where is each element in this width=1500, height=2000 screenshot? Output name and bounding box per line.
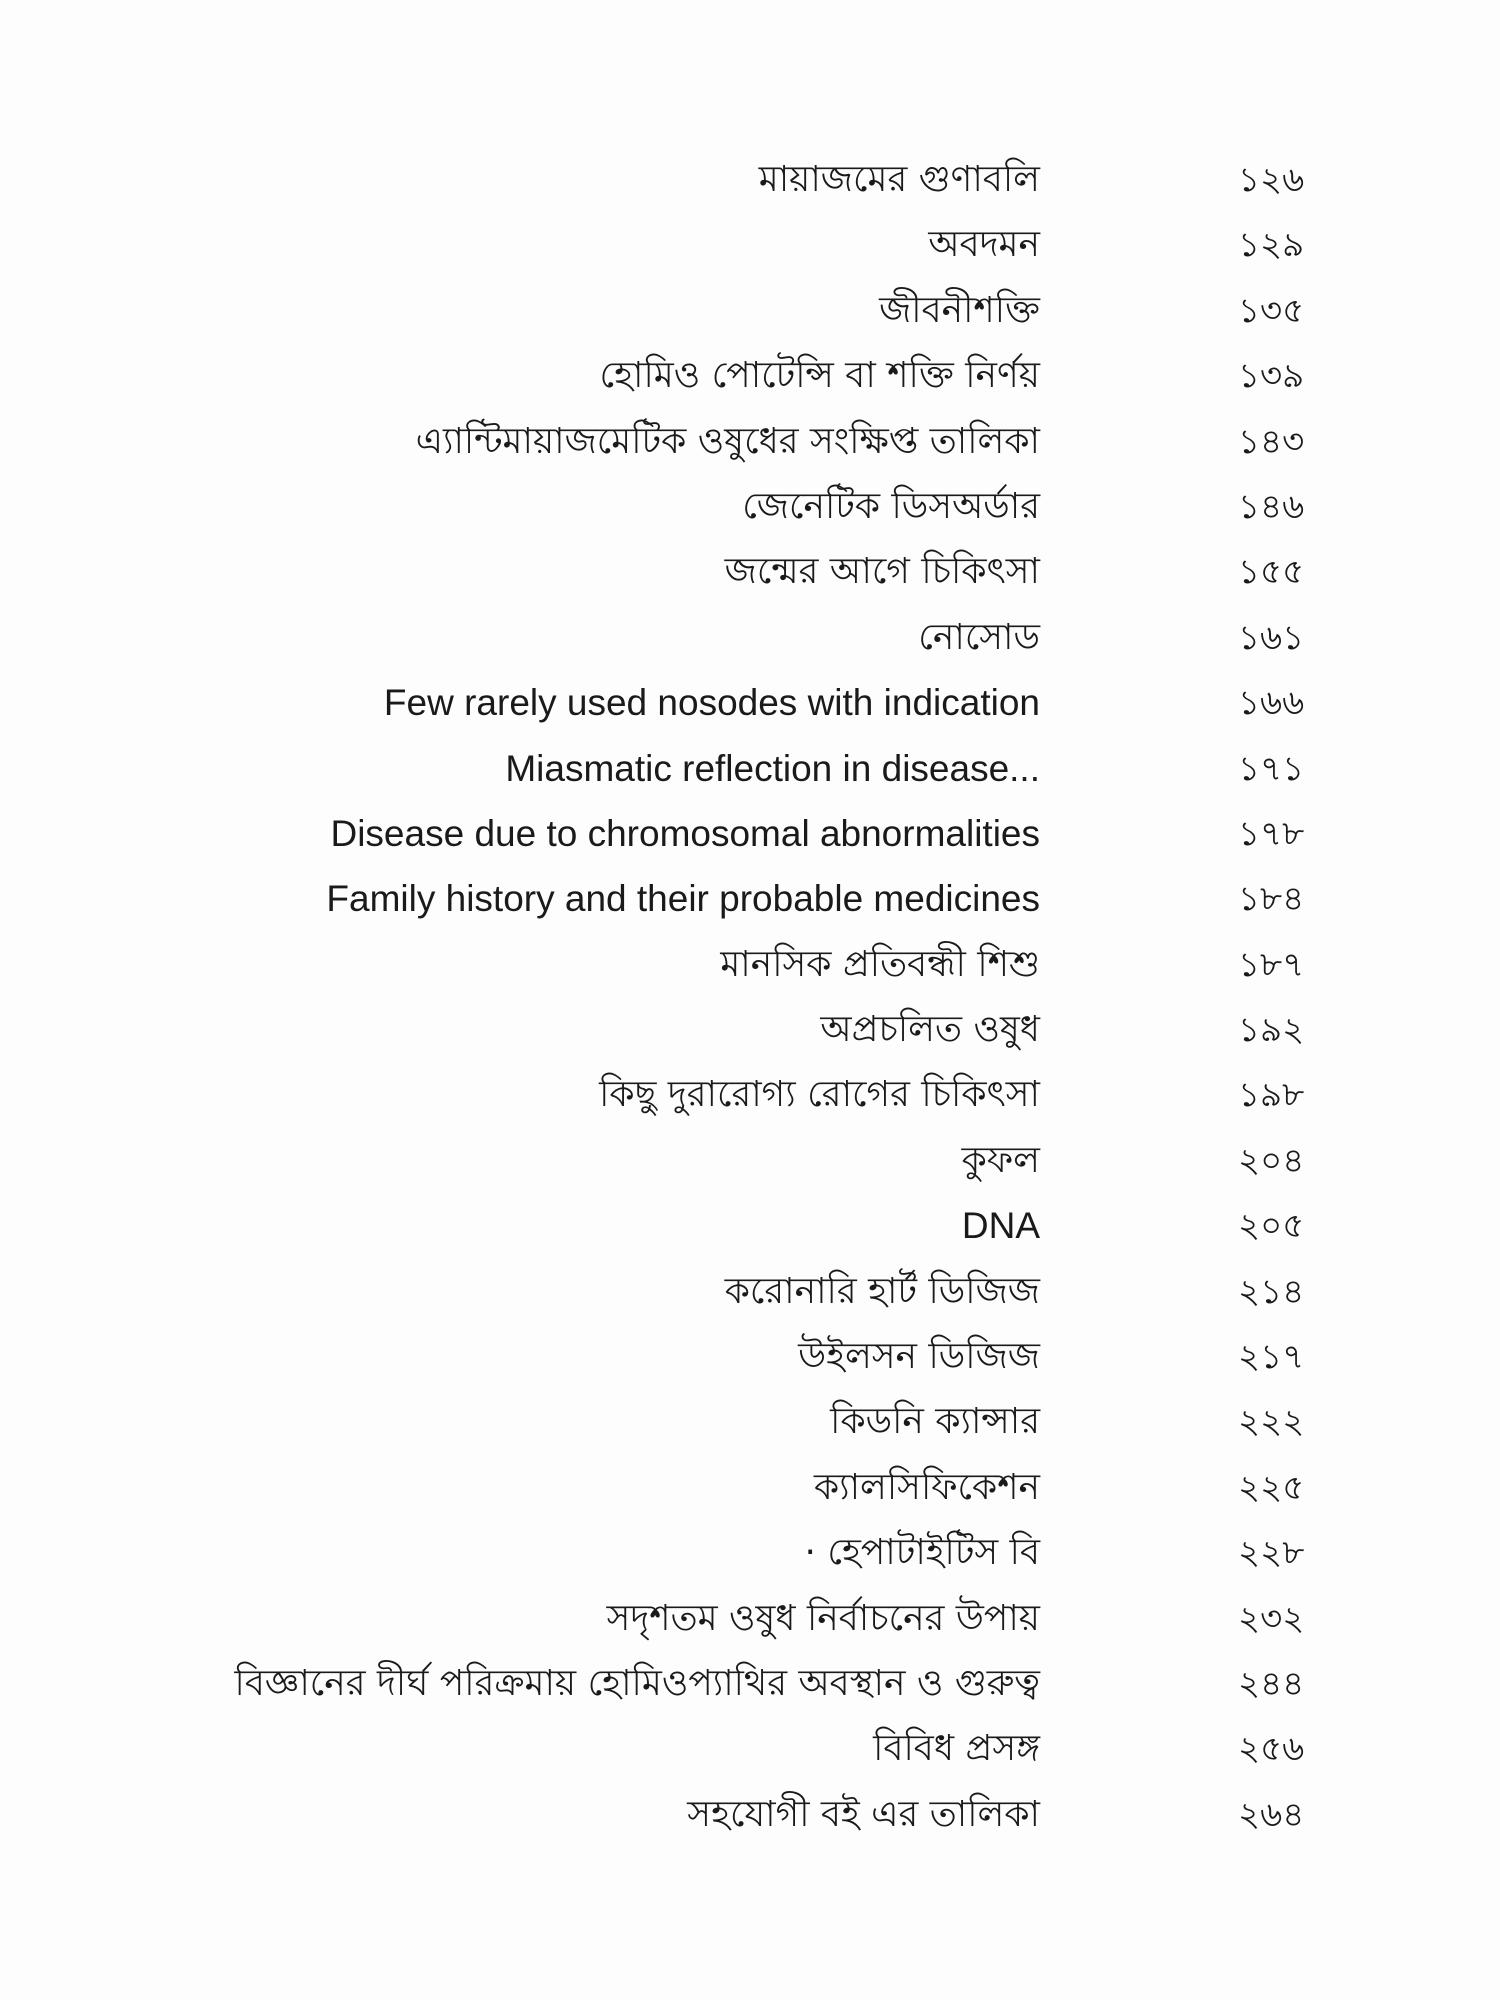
toc-entry-page: ২২৫ bbox=[1238, 1467, 1305, 1508]
toc-entry-title: Disease due to chromosomal abnormalities bbox=[330, 812, 1040, 854]
toc-entry-title: · হেপাটাইটিস বি bbox=[804, 1532, 1040, 1574]
toc-entry bbox=[0, 350, 1500, 415]
toc-entry-page: ১৯৮ bbox=[1238, 1075, 1305, 1116]
toc-entry bbox=[0, 1331, 1500, 1396]
toc-entry bbox=[0, 1069, 1500, 1134]
toc-entry-page: ১৩৯ bbox=[1238, 356, 1305, 397]
toc-entry-title: মায়াজমের গুণাবলি bbox=[758, 159, 1040, 200]
toc-entry-page: ১৮৭ bbox=[1238, 944, 1305, 985]
toc-entry-title: অপ্রচলিত ওষুধ bbox=[820, 1009, 1040, 1051]
toc-entry-title: জন্মের আগে চিকিৎসা bbox=[724, 551, 1040, 593]
toc-entry-page: ১৭১ bbox=[1238, 748, 1305, 789]
toc-entry bbox=[0, 219, 1500, 284]
toc-entry-title: কিডনি ক্যান্সার bbox=[830, 1401, 1040, 1443]
toc-entry bbox=[0, 154, 1500, 219]
toc-entry-page: ১৮৪ bbox=[1238, 879, 1305, 920]
toc-entry-title: Miasmatic reflection in disease... bbox=[505, 747, 1040, 789]
toc-entry bbox=[0, 612, 1500, 677]
toc-entry-page: ২০৪ bbox=[1238, 1140, 1305, 1181]
toc-entry-title: নোসোড bbox=[918, 616, 1040, 658]
toc-entry bbox=[0, 1266, 1500, 1331]
toc-entry-page: ২৬৪ bbox=[1238, 1794, 1305, 1835]
toc-entry-page: ১৪৬ bbox=[1238, 486, 1305, 527]
toc-entry bbox=[0, 743, 1500, 808]
toc-entry bbox=[0, 481, 1500, 546]
toc-entry-page: ১৬১ bbox=[1238, 617, 1305, 658]
toc-entry-title: বিজ্ঞানের দীর্ঘ পরিক্রমায় হোমিওপ্যাথির অবস্থান ও গুরুত্ব bbox=[234, 1662, 1040, 1704]
toc-entry-title: জীবনীশক্তি bbox=[879, 289, 1040, 331]
toc-entry bbox=[0, 1396, 1500, 1461]
toc-entry-page: ১৪৩ bbox=[1238, 421, 1305, 462]
toc-entry-title: কিছু দুরারোগ্য রোগের চিকিৎসা bbox=[599, 1074, 1040, 1116]
toc-entry bbox=[0, 873, 1500, 938]
toc-entry-title: বিবিধ প্রসঙ্গ bbox=[873, 1728, 1040, 1770]
toc-entry-title: উইলসন ডিজিজ bbox=[798, 1336, 1040, 1378]
toc-entry-title: করোনারি হার্ট ডিজিজ bbox=[724, 1270, 1040, 1312]
toc-entry-title: Family history and their probable medicines bbox=[326, 878, 1040, 920]
toc-entry-page: ২১৪ bbox=[1238, 1271, 1305, 1312]
toc-entry-title: কুফল bbox=[961, 1139, 1040, 1181]
toc-entry bbox=[0, 1200, 1500, 1265]
toc-entry-title: হোমিও পোটেন্সি বা শক্তি নির্ণয় bbox=[599, 355, 1040, 397]
toc-entry-page: ১৬৬ bbox=[1238, 683, 1305, 724]
table-of-contents bbox=[0, 154, 1500, 1854]
toc-entry-title: জেনেটিক ডিসঅর্ডার bbox=[742, 485, 1040, 527]
toc-entry bbox=[0, 808, 1500, 873]
toc-entry-page: ২১৭ bbox=[1238, 1337, 1305, 1378]
toc-entry bbox=[0, 1658, 1500, 1723]
toc-entry-title: DNA bbox=[961, 1205, 1040, 1247]
toc-entry bbox=[0, 939, 1500, 1004]
toc-entry-title: এ্যান্টিমায়াজমেটিক ওষুধের সংক্ষিপ্ত তালিকা bbox=[415, 420, 1040, 462]
toc-entry-page: ১৭৮ bbox=[1238, 813, 1305, 854]
toc-entry bbox=[0, 1527, 1500, 1592]
toc-entry bbox=[0, 1593, 1500, 1658]
toc-entry bbox=[0, 546, 1500, 611]
toc-entry bbox=[0, 285, 1500, 350]
toc-entry-page: ২২৮ bbox=[1238, 1533, 1305, 1574]
toc-entry-title: Few rarely used nosodes with indication bbox=[383, 682, 1040, 724]
toc-entry-title: মানসিক প্রতিবন্ধী শিশু bbox=[720, 943, 1040, 985]
toc-entry-page: ১২৬ bbox=[1238, 160, 1305, 200]
toc-entry bbox=[0, 677, 1500, 742]
toc-entry-page: ২৩২ bbox=[1238, 1598, 1305, 1639]
toc-entry-title: ক্যালসিফিকেশন bbox=[813, 1466, 1040, 1508]
toc-entry-title: অবদমন bbox=[928, 224, 1040, 266]
toc-entry bbox=[0, 1462, 1500, 1527]
toc-entry-title: সদৃশতম ওষুধ নির্বাচনের উপায় bbox=[606, 1597, 1040, 1639]
toc-entry bbox=[0, 1135, 1500, 1200]
toc-entry-page: ২২২ bbox=[1238, 1402, 1305, 1443]
toc-entry-page: ১২৯ bbox=[1238, 225, 1305, 266]
toc-entry-page: ২৪৪ bbox=[1238, 1663, 1305, 1704]
toc-entry-page: ২০৫ bbox=[1238, 1206, 1305, 1247]
toc-entry-page: ১৩৫ bbox=[1238, 290, 1305, 331]
toc-entry-title: সহযোগী বই এর তালিকা bbox=[687, 1793, 1040, 1835]
toc-entry-page: ১৯২ bbox=[1238, 1010, 1305, 1051]
toc-entry bbox=[0, 416, 1500, 481]
toc-entry bbox=[0, 1723, 1500, 1788]
toc-entry bbox=[0, 1004, 1500, 1069]
toc-entry-page: ২৫৬ bbox=[1238, 1729, 1305, 1770]
toc-entry bbox=[0, 1789, 1500, 1854]
toc-entry-page: ১৫৫ bbox=[1238, 552, 1305, 593]
